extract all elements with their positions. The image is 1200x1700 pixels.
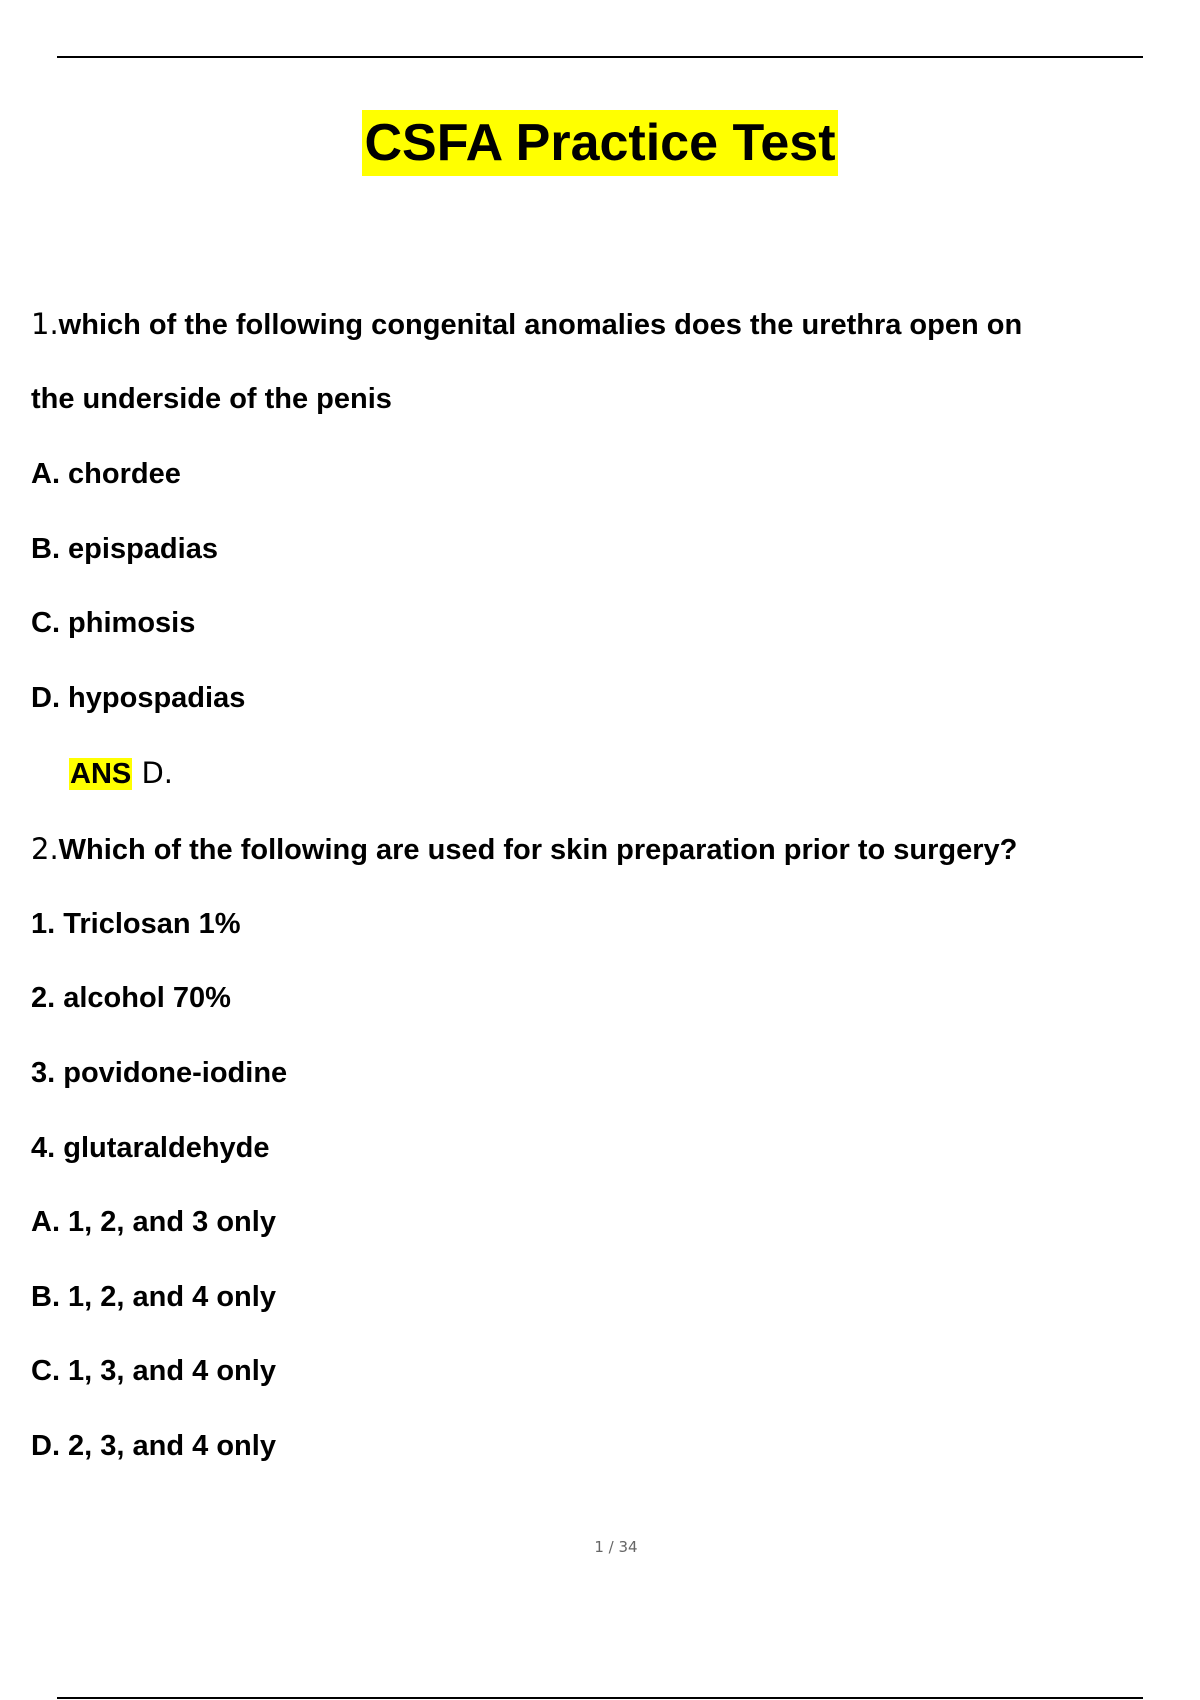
page-indicator: 1 / 34 (594, 1538, 638, 1556)
question-1-answer (69, 755, 173, 792)
question-2-option-d: D. 2, 3, and 4 only (31, 1430, 276, 1462)
question-1-option-c: C. phimosis (31, 607, 196, 639)
question-2-item-3: 3. povidone-iodine (31, 1057, 288, 1089)
question-1-option-d: D. hypospadias (31, 682, 246, 714)
question-2-option-a: A. 1, 2, and 3 only (31, 1206, 276, 1238)
question-2-item-1: 1. Triclosan 1% (31, 908, 241, 940)
question-1-option-a: A. chordee (31, 458, 181, 490)
bottom-rule (57, 1697, 1143, 1699)
question-1-text-line-1: which of the following congenital anomalies does the urethra open on (58, 309, 1023, 341)
question-2-option-c: C. 1, 3, and 4 only (31, 1355, 276, 1387)
question-1-text-line-2: the underside of the penis (31, 383, 392, 415)
answer-label: ANS (70, 758, 132, 790)
answer-value: D. (141, 756, 174, 790)
top-rule (57, 56, 1143, 58)
question-1-number: 1. (31, 307, 59, 341)
question-2-item-2: 2. alcohol 70% (31, 982, 231, 1014)
title-container (0, 110, 1200, 176)
question-2-line-1 (31, 831, 1017, 868)
page-title: CSFA Practice Test (362, 110, 837, 176)
question-2-option-b: B. 1, 2, and 4 only (31, 1281, 276, 1313)
question-2-item-4: 4. glutaraldehyde (31, 1132, 270, 1164)
question-1-line-1 (31, 306, 1022, 343)
question-2-number: 2. (31, 832, 59, 866)
question-1-option-b: B. epispadias (31, 533, 218, 565)
question-2-text-line-1: Which of the following are used for skin preparation prior to surgery? (58, 834, 1018, 866)
